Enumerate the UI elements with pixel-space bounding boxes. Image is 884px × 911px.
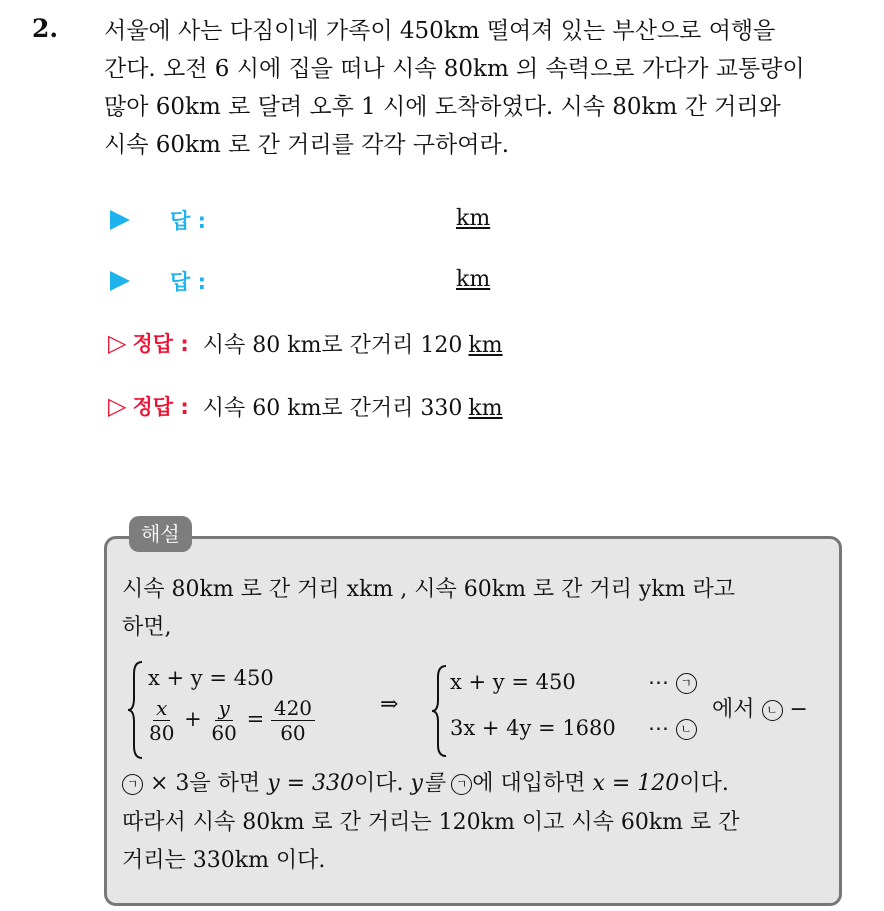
- outline-triangle-icon: ▷: [108, 329, 127, 357]
- circled-giyeok-icon: ㄱ: [122, 774, 143, 795]
- question-line: 서울에 사는 다짐이네 가족이 450km 떨여져 있는 부산으로 여행을: [104, 18, 776, 44]
- correct-answer-unit: km: [468, 395, 503, 421]
- correct-label: 정답 :: [132, 332, 189, 356]
- correct-answer-value: 시속 60 km로 간거리 330: [202, 395, 463, 421]
- label-1: ⋯ ㄱ: [648, 670, 697, 694]
- circled-nieun-icon: ㄴ: [676, 719, 697, 740]
- solution-line: 하면,: [122, 615, 172, 640]
- solution-line: ㄱ × 3을 하면 y = 330이다. y를 ㄱ 에 대입하면 x = 120이다.: [122, 766, 729, 797]
- answer-unit: km: [456, 267, 491, 292]
- circled-giyeok-icon: ㄱ: [676, 673, 697, 694]
- question-number: 2.: [32, 14, 59, 43]
- play-triangle-icon: [110, 210, 130, 230]
- correct-answer-text: [203, 391, 503, 422]
- left-equation-1: x + y = 450: [148, 666, 274, 690]
- correct-answer-row: [108, 326, 503, 360]
- circled-nieun-icon: ㄴ: [762, 700, 783, 721]
- answer-blank-row[interactable]: [110, 203, 206, 237]
- right-equation-2: 3x + 4y = 1680: [450, 716, 616, 740]
- correct-answer-value: 시속 80 km로 간거리 120: [202, 332, 463, 358]
- solution-tag: 해설: [129, 516, 192, 552]
- right-equation-1: x + y = 450: [450, 670, 576, 694]
- question-line: 시속 60km 로 간 거리를 각각 구하여라.: [104, 132, 510, 158]
- answer-label: 답 :: [170, 209, 206, 233]
- answer-unit: km: [456, 206, 491, 231]
- implies-arrow: ⇒: [380, 692, 399, 717]
- question-line: 간다. 오전 6 시에 집을 떠나 시속 80km 의 속력으로 가다가 교통량이: [104, 56, 805, 82]
- left-brace-icon: [126, 660, 146, 760]
- question-text: [104, 12, 864, 164]
- solution-line: 시속 80km 로 간 거리 xkm , 시속 60km 로 간 거리 ykm 라고: [122, 577, 736, 602]
- correct-label: 정답 :: [132, 395, 189, 419]
- correct-answer-row: [108, 389, 503, 423]
- answer-blank-row[interactable]: [110, 264, 206, 298]
- circled-giyeok-icon: ㄱ: [451, 774, 472, 795]
- solution-line: 따라서 시속 80km 로 간 거리는 120km 이고 시속 60km 로 간: [122, 810, 740, 835]
- right-brace-icon: [430, 664, 450, 758]
- fraction: $\frac{x}{80}$: [149, 696, 175, 745]
- solution-line: 거리는 330km 이다.: [122, 848, 326, 873]
- outline-triangle-icon: ▷: [108, 392, 127, 420]
- correct-answer-unit: km: [468, 332, 503, 358]
- fraction: $\frac{y}{60}$: [211, 696, 237, 745]
- label-2: ⋯ ㄴ: [648, 716, 697, 740]
- equation-tail: 에서 ㄴ −: [712, 697, 808, 722]
- play-triangle-icon: [110, 271, 130, 291]
- answer-label: 답 :: [170, 270, 206, 294]
- fraction: $\frac{420}{60}$: [271, 696, 315, 745]
- correct-answer-text: [203, 328, 503, 359]
- question-line: 많아 60km 로 달려 오후 1 시에 도착하였다. 시속 80km 간 거리와: [104, 94, 781, 120]
- left-equation-2: $\frac{x}{80}$ + $\frac{y}{60}$ = $\frac{420}{60}$: [146, 696, 315, 745]
